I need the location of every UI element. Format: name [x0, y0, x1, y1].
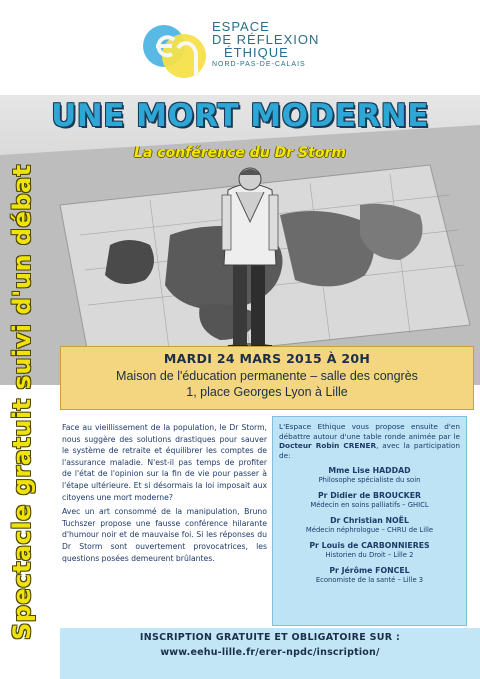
speaker-name: Mme Lise HADDAD	[328, 466, 411, 476]
speaker	[279, 490, 460, 510]
speaker	[279, 465, 460, 485]
round-table-panel	[272, 416, 467, 626]
speaker	[279, 565, 460, 585]
event-place: Maison de l'éducation permanente – salle des congrès	[116, 369, 418, 383]
speaker-name: Pr Didier de BROUCKER	[317, 491, 422, 501]
speaker-role: Philosophe spécialiste du soin	[318, 476, 421, 485]
description-column	[62, 422, 267, 567]
speaker-role: Historien du Droit – Lille 2	[325, 551, 414, 560]
speaker-name: Pr Louis de CARBONNIERES	[309, 541, 430, 551]
panel-intro	[279, 422, 460, 460]
hero-image	[0, 95, 480, 385]
page-subtitle: La conférence du Dr Storm	[134, 145, 346, 161]
espace-ethique-logo-icon	[140, 16, 210, 82]
page-title: UNE MORT MODERNE	[51, 98, 429, 134]
speaker-name: Dr Christian NOËL	[330, 516, 409, 526]
panel-intro-a: L'Espace Ethique vous propose ensuite d'en débattre autour d'une table ronde animée par le	[279, 422, 460, 441]
vertical-banner-text: Spectacle gratuit suivi d'un débat	[8, 164, 36, 640]
description-paragraph-2: Avec un art consommé de la manipulation, Bruno Tuchszer propose une fausse conférence hilarante d'humour noir et de mauvaise foi. Si les réponses du Dr Storm sont ouvertement provocatrices, les questions posées demeurent brûlantes.	[62, 507, 267, 563]
event-date: MARDI 24 MARS 2015 À 20H	[163, 351, 371, 366]
header	[0, 0, 480, 95]
logo-text	[212, 20, 319, 68]
speaker	[279, 515, 460, 535]
event-info-box	[60, 346, 474, 410]
logo-line3: ÉTHIQUE	[224, 45, 289, 60]
speaker-name: Pr Jérôme FONCEL	[329, 566, 410, 576]
logo-line4: NORD-PAS-DE-CALAIS	[212, 61, 306, 68]
speaker-role: Médecin néphrologue – CHRU de Lille	[305, 526, 434, 535]
registration-footer	[60, 628, 480, 679]
map-figure-illustration-icon	[0, 95, 480, 385]
description-paragraph-1: Face au vieillissement de la population, le Dr Storm, nous suggère des solutions drastiques pour sauver le système de retraite et équilibrer les comptes de l'assurance maladie. N'est-il pas temps de profiter de l'état de l'opinion sur la fin de vie pour passer à l'étape ultérieure. Et si désormais la loi imposait aux citoyens une mort moderne?	[62, 423, 267, 502]
speaker-role: Médecin en soins palliatifs – GHICL	[310, 501, 429, 510]
event-address: 1, place Georges Lyon à Lille	[186, 385, 348, 399]
panel-moderator: Docteur Robin CRENER	[279, 441, 377, 451]
speaker-role: Economiste de la santé – Lille 3	[315, 576, 424, 585]
logo-line1: ESPACE	[212, 19, 270, 34]
registration-link[interactable]: www.eehu-lille.fr/erer-npdc/inscription/	[160, 647, 380, 658]
registration-label: INSCRIPTION GRATUITE ET OBLIGATOIRE SUR :	[139, 632, 401, 643]
panel-intro-b: , avec la participation de:	[279, 441, 460, 460]
logo-line2: DE RÉFLEXION	[212, 32, 320, 47]
speaker	[279, 540, 460, 560]
